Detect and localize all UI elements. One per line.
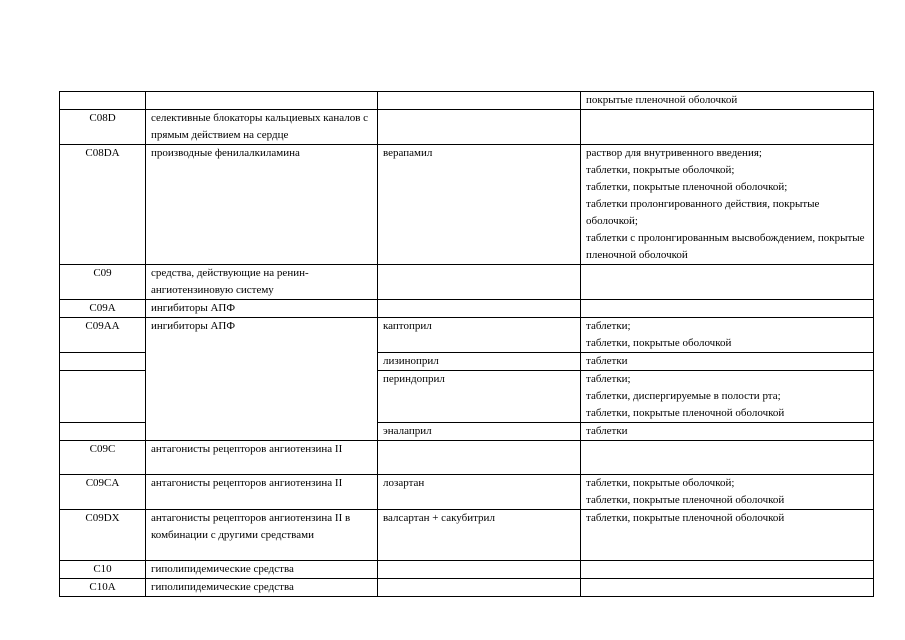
form-line: таблетки, покрытые оболочкой (586, 337, 732, 349)
form-cell (581, 371, 874, 423)
form-cell (581, 475, 874, 510)
atc-code-cell: C10 (60, 561, 146, 579)
form-cell (581, 441, 874, 475)
table-row (60, 265, 874, 300)
table-row (60, 92, 874, 110)
drug-cell (378, 110, 581, 145)
drug-cell (378, 300, 581, 318)
drug-cell: верапамил (378, 145, 581, 265)
group-cell: антагонисты рецепторов ангиотензина II (146, 475, 378, 510)
atc-code-cell (60, 371, 146, 423)
table-row (60, 441, 874, 475)
form-cell (581, 318, 874, 353)
table-row (60, 110, 874, 145)
drug-cell: лозартан (378, 475, 581, 510)
form-cell (581, 145, 874, 265)
form-line: таблетки, покрытые оболочкой; (586, 477, 735, 489)
atc-code-cell: C09DX (60, 510, 146, 561)
group-cell: производные фенилалкиламина (146, 145, 378, 265)
form-line: таблетки, покрытые пленочной оболочкой (586, 407, 785, 419)
group-cell (146, 92, 378, 110)
form-line: таблетки (586, 425, 628, 437)
form-cell (581, 423, 874, 441)
group-cell: гиполипидемические средства (146, 561, 378, 579)
drug-cell (378, 265, 581, 300)
table-row (60, 475, 874, 510)
atc-code-cell (60, 353, 146, 371)
form-line: покрытые пленочной оболочкой (586, 94, 738, 106)
form-line: таблетки, покрытые пленочной оболочкой (586, 512, 785, 524)
drug-table-body (60, 92, 874, 597)
atc-code-cell: C09CA (60, 475, 146, 510)
form-line: таблетки с пролонгированным высвобождением, покрытые пленочной оболочкой (586, 232, 865, 261)
atc-code-cell: C09C (60, 441, 146, 475)
drug-cell (378, 579, 581, 597)
group-cell: ингибиторы АПФ (146, 318, 378, 441)
drug-cell: периндоприл (378, 371, 581, 423)
form-line: таблетки; (586, 373, 631, 385)
group-cell: селективные блокаторы кальциевых каналов с прямым действием на сердце (146, 110, 378, 145)
form-cell (581, 300, 874, 318)
table-row (60, 579, 874, 597)
form-line: таблетки, покрытые пленочной оболочкой (586, 494, 785, 506)
form-line: таблетки пролонгированного действия, покрытые оболочкой; (586, 198, 820, 227)
form-cell (581, 561, 874, 579)
drug-cell (378, 441, 581, 475)
form-line: таблетки, покрытые пленочной оболочкой; (586, 181, 788, 193)
table-row (60, 510, 874, 561)
form-line: таблетки, диспергируемые в полости рта; (586, 390, 781, 402)
form-cell (581, 265, 874, 300)
drug-cell (378, 561, 581, 579)
drug-cell: лизиноприл (378, 353, 581, 371)
form-cell (581, 92, 874, 110)
atc-code-cell (60, 92, 146, 110)
atc-code-cell: C09AA (60, 318, 146, 353)
drug-cell: каптоприл (378, 318, 581, 353)
group-cell: антагонисты рецепторов ангиотензина II (146, 441, 378, 475)
atc-code-cell (60, 423, 146, 441)
drug-cell: валсартан + сакубитрил (378, 510, 581, 561)
drug-table (59, 91, 874, 597)
form-line: таблетки (586, 355, 628, 367)
group-cell: ингибиторы АПФ (146, 300, 378, 318)
group-cell: гиполипидемические средства (146, 579, 378, 597)
atc-code-cell: C09 (60, 265, 146, 300)
form-cell (581, 353, 874, 371)
table-row (60, 300, 874, 318)
table-row (60, 318, 874, 353)
form-cell (581, 510, 874, 561)
atc-code-cell: C09A (60, 300, 146, 318)
drug-cell (378, 92, 581, 110)
form-line: раствор для внутривенного введения; (586, 147, 762, 159)
atc-code-cell: C10A (60, 579, 146, 597)
table-row (60, 561, 874, 579)
drug-cell: эналаприл (378, 423, 581, 441)
group-cell: антагонисты рецепторов ангиотензина II в комбинации с другими средствами (146, 510, 378, 561)
atc-code-cell: C08D (60, 110, 146, 145)
form-line: таблетки; (586, 320, 631, 332)
group-cell: средства, действующие на ренин-ангиотензиновую систему (146, 265, 378, 300)
form-line: таблетки, покрытые оболочкой; (586, 164, 735, 176)
form-cell (581, 579, 874, 597)
form-cell (581, 110, 874, 145)
atc-code-cell: C08DA (60, 145, 146, 265)
table-row (60, 145, 874, 265)
